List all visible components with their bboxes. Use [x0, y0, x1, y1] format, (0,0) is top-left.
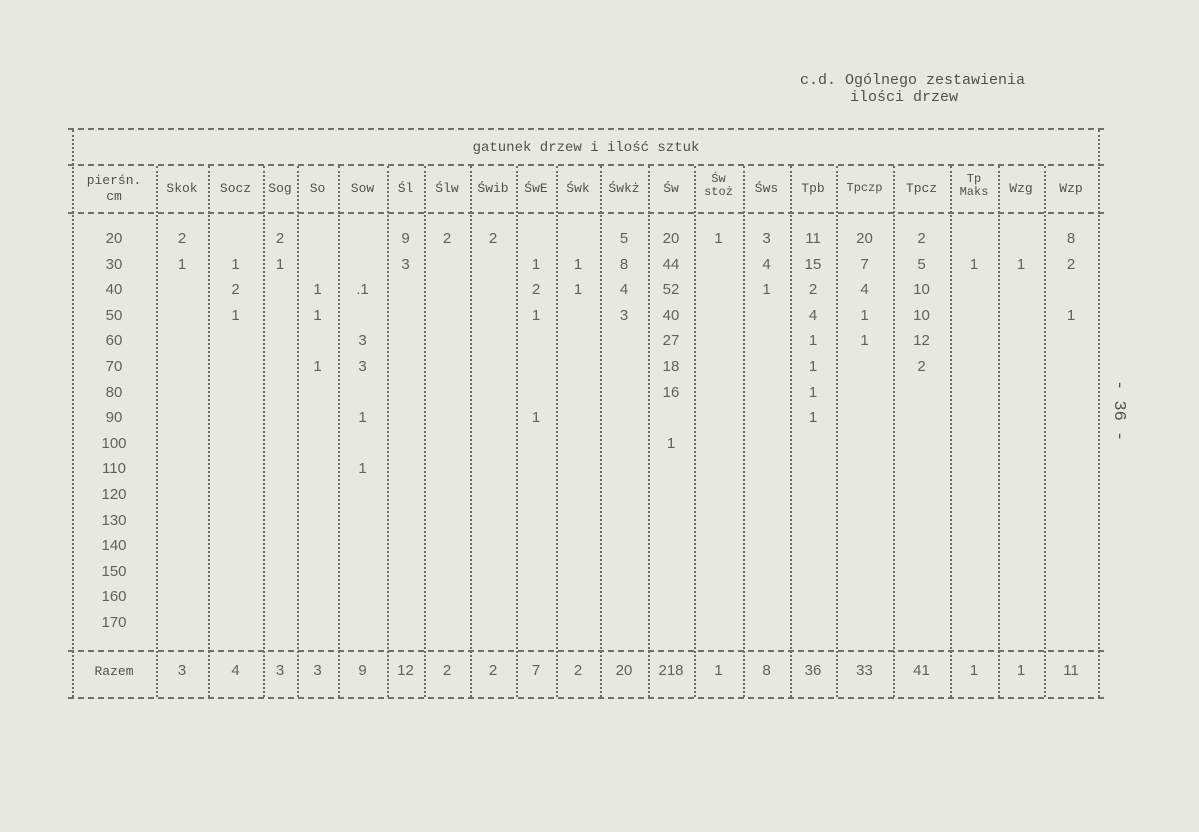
column-header-7: Ślw: [435, 181, 459, 196]
dbh-label: 130: [101, 511, 127, 529]
table-cell: 1: [808, 332, 818, 350]
column-separator: [263, 166, 265, 697]
table-cell: 1: [808, 409, 818, 427]
total-cell: 2: [488, 662, 498, 679]
table-cell: 4: [762, 255, 771, 273]
table-cell: 3: [358, 332, 367, 350]
total-cell: 2: [573, 662, 583, 679]
table-cell: 2: [177, 230, 187, 247]
column-separator: [338, 166, 340, 697]
table-cell: 1: [358, 460, 367, 478]
table-rule: [68, 650, 1104, 652]
table-cell: 3: [358, 358, 367, 375]
column-separator: [156, 166, 158, 697]
table-cell: 4: [619, 281, 629, 299]
table-cell: 3: [401, 255, 410, 273]
total-cell: 33: [856, 662, 873, 679]
dbh-label: 20: [105, 230, 123, 247]
stub-header-line-2: cm: [106, 189, 122, 204]
column-separator: [694, 166, 696, 697]
header-line-2: ilości drzew: [850, 89, 959, 106]
column-header-13: Św stoż: [704, 172, 733, 199]
table-cell: 2: [275, 230, 285, 247]
dbh-label: 170: [101, 614, 127, 631]
dbh-label: 80: [105, 383, 123, 401]
dbh-label: 40: [105, 281, 123, 299]
table-cell: 1: [313, 306, 322, 324]
column-separator: [836, 166, 838, 697]
table-cell: 1: [231, 306, 240, 324]
table-cell: 1: [762, 281, 771, 299]
table-cell: 1: [714, 230, 723, 247]
table-cell: 10: [913, 281, 930, 299]
table-cell: 11: [805, 230, 821, 247]
table-cell: 20: [662, 230, 680, 247]
table-cell: 15: [804, 255, 822, 273]
total-cell: 36: [804, 662, 822, 679]
total-cell: 11: [1063, 662, 1079, 679]
dbh-label: 30: [105, 255, 123, 273]
table-cell: 1: [531, 255, 541, 273]
table-cell: 2: [231, 281, 240, 299]
column-header-17: Tpcz: [905, 181, 938, 196]
table-cell: 2: [917, 358, 926, 375]
page-header: [800, 72, 1025, 106]
total-cell: 3: [313, 662, 322, 679]
totals-label: Razem: [94, 664, 134, 679]
dbh-label: 100: [101, 434, 127, 452]
table-cell: 4: [860, 281, 869, 299]
column-header-15: Tpb: [801, 181, 825, 196]
table-cell: 18: [662, 358, 680, 375]
table-cell: 1: [313, 358, 322, 375]
column-header-6: Śl: [397, 181, 414, 196]
table-cell: 7: [860, 255, 869, 273]
table-cell: 1: [1066, 306, 1076, 324]
table-rule: [68, 128, 1104, 130]
table-cell: 44: [662, 255, 680, 273]
table-cell: 52: [662, 281, 680, 299]
column-header-16: Tpczp: [846, 181, 883, 195]
column-separator: [600, 166, 602, 697]
table-cell: 1: [231, 255, 240, 273]
column-header-10: Śwk: [566, 181, 590, 196]
table-cell: 1: [313, 281, 322, 299]
table-cell: 1: [531, 409, 541, 427]
column-header-1: Skok: [166, 181, 198, 196]
table-cell: 1: [573, 255, 583, 273]
dbh-label: 150: [101, 562, 127, 580]
table-rule: [68, 164, 1104, 166]
total-cell: 3: [177, 662, 187, 679]
table-cell: 12: [913, 332, 930, 350]
table-cell: 2: [442, 230, 452, 247]
column-separator: [470, 166, 472, 697]
table-cell: 20: [856, 230, 873, 247]
column-separator: [998, 166, 1000, 697]
column-header-14: Śws: [754, 181, 779, 196]
dbh-label: 120: [101, 486, 127, 503]
table-cell: 2: [917, 230, 926, 247]
column-header-5: Sow: [350, 181, 375, 196]
table-cell: 2: [531, 281, 541, 299]
column-separator: [1098, 130, 1100, 697]
column-separator: [790, 166, 792, 697]
table-cell: 1: [666, 434, 676, 452]
table-rule: [68, 697, 1104, 699]
table-cell: 5: [619, 230, 629, 247]
dbh-label: 90: [105, 409, 123, 427]
dbh-label: 60: [105, 332, 123, 350]
table-cell: 1: [531, 306, 541, 324]
column-separator: [297, 166, 299, 697]
table-cell: 1: [275, 255, 285, 273]
column-separator: [893, 166, 895, 697]
dbh-label: 50: [105, 306, 123, 324]
total-cell: 3: [275, 662, 285, 679]
page-number: - 36 -: [1109, 380, 1128, 442]
total-cell: 1: [969, 662, 979, 679]
table-cell: 3: [619, 306, 629, 324]
table-cell: 1: [860, 332, 869, 350]
total-cell: 1: [714, 662, 723, 679]
column-separator: [72, 130, 74, 697]
column-header-8: Świb: [477, 181, 509, 196]
total-cell: 1: [1016, 662, 1026, 679]
column-header-4: So: [309, 181, 326, 196]
table-cell: 1: [177, 255, 187, 273]
column-header-3: Sog: [268, 181, 292, 196]
dbh-label: 70: [105, 358, 123, 375]
table-cell: 27: [662, 332, 680, 350]
table-cell: 2: [1066, 255, 1076, 273]
total-cell: 41: [913, 662, 930, 679]
total-cell: 20: [615, 662, 633, 679]
table-cell: .1: [356, 281, 369, 299]
column-header-12: Św: [663, 181, 679, 196]
table-cell: 8: [619, 255, 629, 273]
total-cell: 2: [442, 662, 452, 679]
column-header-9: ŚwE: [524, 181, 548, 196]
table-cell: 1: [808, 358, 818, 375]
table-cell: 10: [913, 306, 930, 324]
table-cell: 4: [808, 306, 818, 324]
column-separator: [950, 166, 952, 697]
stub-header-line-1: pierśn.: [86, 173, 142, 188]
total-cell: 9: [358, 662, 367, 679]
column-separator: [743, 166, 745, 697]
dbh-label: 110: [102, 460, 126, 478]
column-header-2: Socz: [219, 181, 252, 196]
column-separator: [424, 166, 426, 697]
column-separator: [387, 166, 389, 697]
column-header-19: Wzg: [1009, 181, 1033, 196]
column-separator: [208, 166, 210, 697]
column-separator: [516, 166, 518, 697]
dbh-label: 160: [101, 588, 127, 606]
total-cell: 12: [397, 662, 414, 679]
column-header-18: Tp Maks: [959, 172, 989, 199]
table-cell: 1: [573, 281, 583, 299]
column-header-20: Wzp: [1059, 181, 1083, 196]
table-cell: 40: [662, 306, 680, 324]
table-cell: 1: [808, 383, 818, 401]
table-rule: [68, 212, 1104, 214]
table-cell: 8: [1066, 230, 1076, 247]
total-cell: 4: [231, 662, 240, 679]
table-cell: 3: [762, 230, 771, 247]
total-cell: 7: [531, 662, 541, 679]
table-caption: gatunek drzew i ilość sztuk: [472, 140, 700, 156]
table-cell: 9: [401, 230, 410, 247]
column-separator: [1044, 166, 1046, 697]
column-separator: [648, 166, 650, 697]
table-cell: 1: [1016, 255, 1026, 273]
table-cell: 16: [662, 383, 680, 401]
column-header-11: Śwkż: [608, 181, 640, 196]
dbh-label: 140: [101, 537, 127, 555]
table-cell: 1: [969, 255, 979, 273]
table-cell: 2: [488, 230, 498, 247]
table-cell: 1: [358, 409, 367, 427]
table-cell: 2: [808, 281, 818, 299]
table-cell: 1: [860, 306, 869, 324]
total-cell: 8: [762, 662, 771, 679]
header-line-1: c.d. Ogólnego zestawienia: [800, 72, 1026, 89]
table-cell: 5: [917, 255, 926, 273]
column-separator: [556, 166, 558, 697]
total-cell: 218: [658, 662, 684, 679]
